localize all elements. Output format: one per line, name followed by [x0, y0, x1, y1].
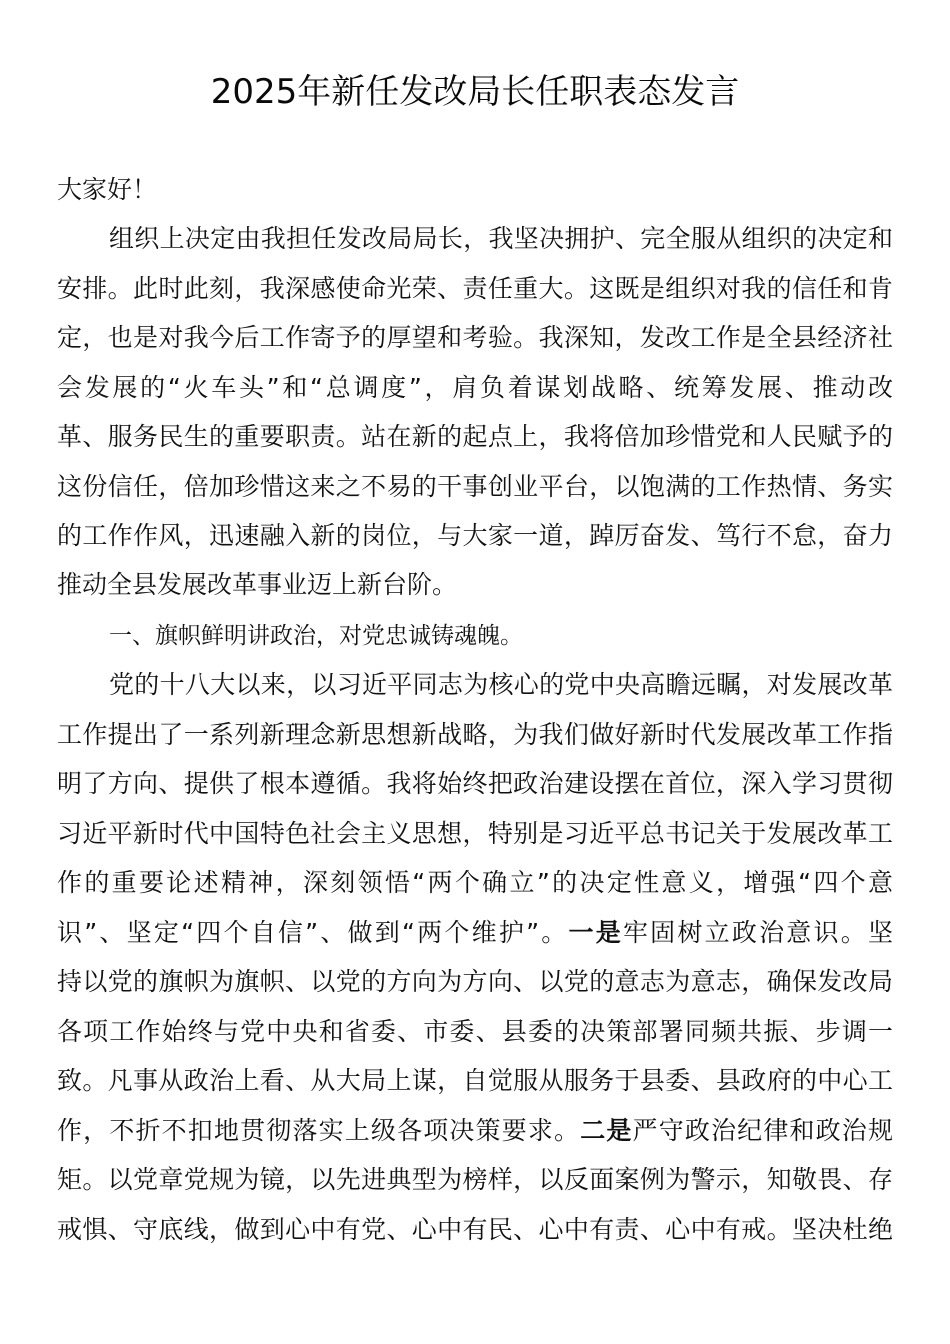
paragraph-1-line-7: 的工作作风，迅速融入新的岗位，与大家一道，踔厉奋发、笃行不怠，奋力 — [57, 521, 893, 550]
emphasis-label-1: 一是 — [568, 918, 623, 947]
paragraph-1-line-8: 推动全县发展改革事业迈上新台阶。 — [57, 570, 458, 599]
paragraph-1-line-4: 会发展的“火车头”和“总调度”，肩负着谋划战略、统筹发展、推动改 — [57, 373, 893, 402]
section-1-line-7: 持以党的旗帜为旗帜、以党的方向为方向、以党的意志为意志，确保发改局 — [57, 967, 893, 996]
paragraph-1-line-6: 这份信任，倍加珍惜这来之不易的干事创业平台，以饱满的工作热情、务实 — [57, 472, 893, 501]
section-1-line-1: 党的十八大以来，以习近平同志为核心的党中央高瞻远瞩，对发展改革 — [109, 670, 893, 699]
section-1-line-11: 矩。以党章党规为镜，以先进典型为榜样，以反面案例为警示，知敬畏、存 — [57, 1165, 893, 1194]
section-1-line-10 — [57, 1114, 893, 1148]
section-1-line-4: 习近平新时代中国特色社会主义思想，特别是习近平总书记关于发展改革工 — [57, 819, 893, 848]
greeting: 大家好！ — [57, 175, 158, 204]
section-1-line-9: 致。凡事从政治上看、从大局上谋，自觉服从服务于县委、县政府的中心工 — [57, 1066, 893, 1095]
text-segment: 作，不折不扣地贯彻落实上级各项决策要求。 — [57, 1116, 581, 1145]
text-segment: 识”、坚定“四个自信”、做到“两个维护”。 — [57, 918, 569, 947]
section-1-heading: 一、旗帜鲜明讲政治，对党忠诚铸魂魄。 — [109, 623, 523, 649]
section-1-line-3: 明了方向、提供了根本遵循。我将始终把政治建设摆在首位，深入学习贯彻 — [57, 769, 893, 798]
section-1-line-12: 戒惧、守底线，做到心中有党、心中有民、心中有责、心中有戒。坚决杜绝 — [57, 1215, 893, 1244]
section-1-line-5: 作的重要论述精神，深刻领悟“两个确立”的决定性意义，增强“四个意 — [57, 868, 893, 897]
section-1-line-8: 各项工作始终与党中央和省委、市委、县委的决策部署同频共振、步调一 — [57, 1017, 893, 1046]
paragraph-1-line-5: 革、服务民生的重要职责。站在新的起点上，我将倍加珍惜党和人民赋予的 — [57, 422, 893, 451]
text-segment: 牢固树立政治意识。坚 — [622, 918, 893, 947]
section-1-line-6 — [57, 916, 893, 950]
section-1-line-2: 工作提出了一系列新理念新思想新战略，为我们做好新时代发展改革工作指 — [57, 720, 893, 749]
paragraph-1-line-3: 定，也是对我今后工作寄予的厚望和考验。我深知，发改工作是全县经济社 — [57, 323, 893, 352]
paragraph-1-line-2: 安排。此时此刻，我深感使命光荣、责任重大。这既是组织对我的信任和肯 — [57, 274, 893, 303]
text-segment: 严守政治纪律和政治规 — [632, 1116, 893, 1145]
paragraph-1-line-1: 组织上决定由我担任发改局局长，我坚决拥护、完全服从组织的决定和 — [109, 224, 893, 253]
document-title: 2025年新任发改局长任职表态发言 — [210, 72, 740, 112]
emphasis-label-2: 二是 — [580, 1116, 633, 1145]
